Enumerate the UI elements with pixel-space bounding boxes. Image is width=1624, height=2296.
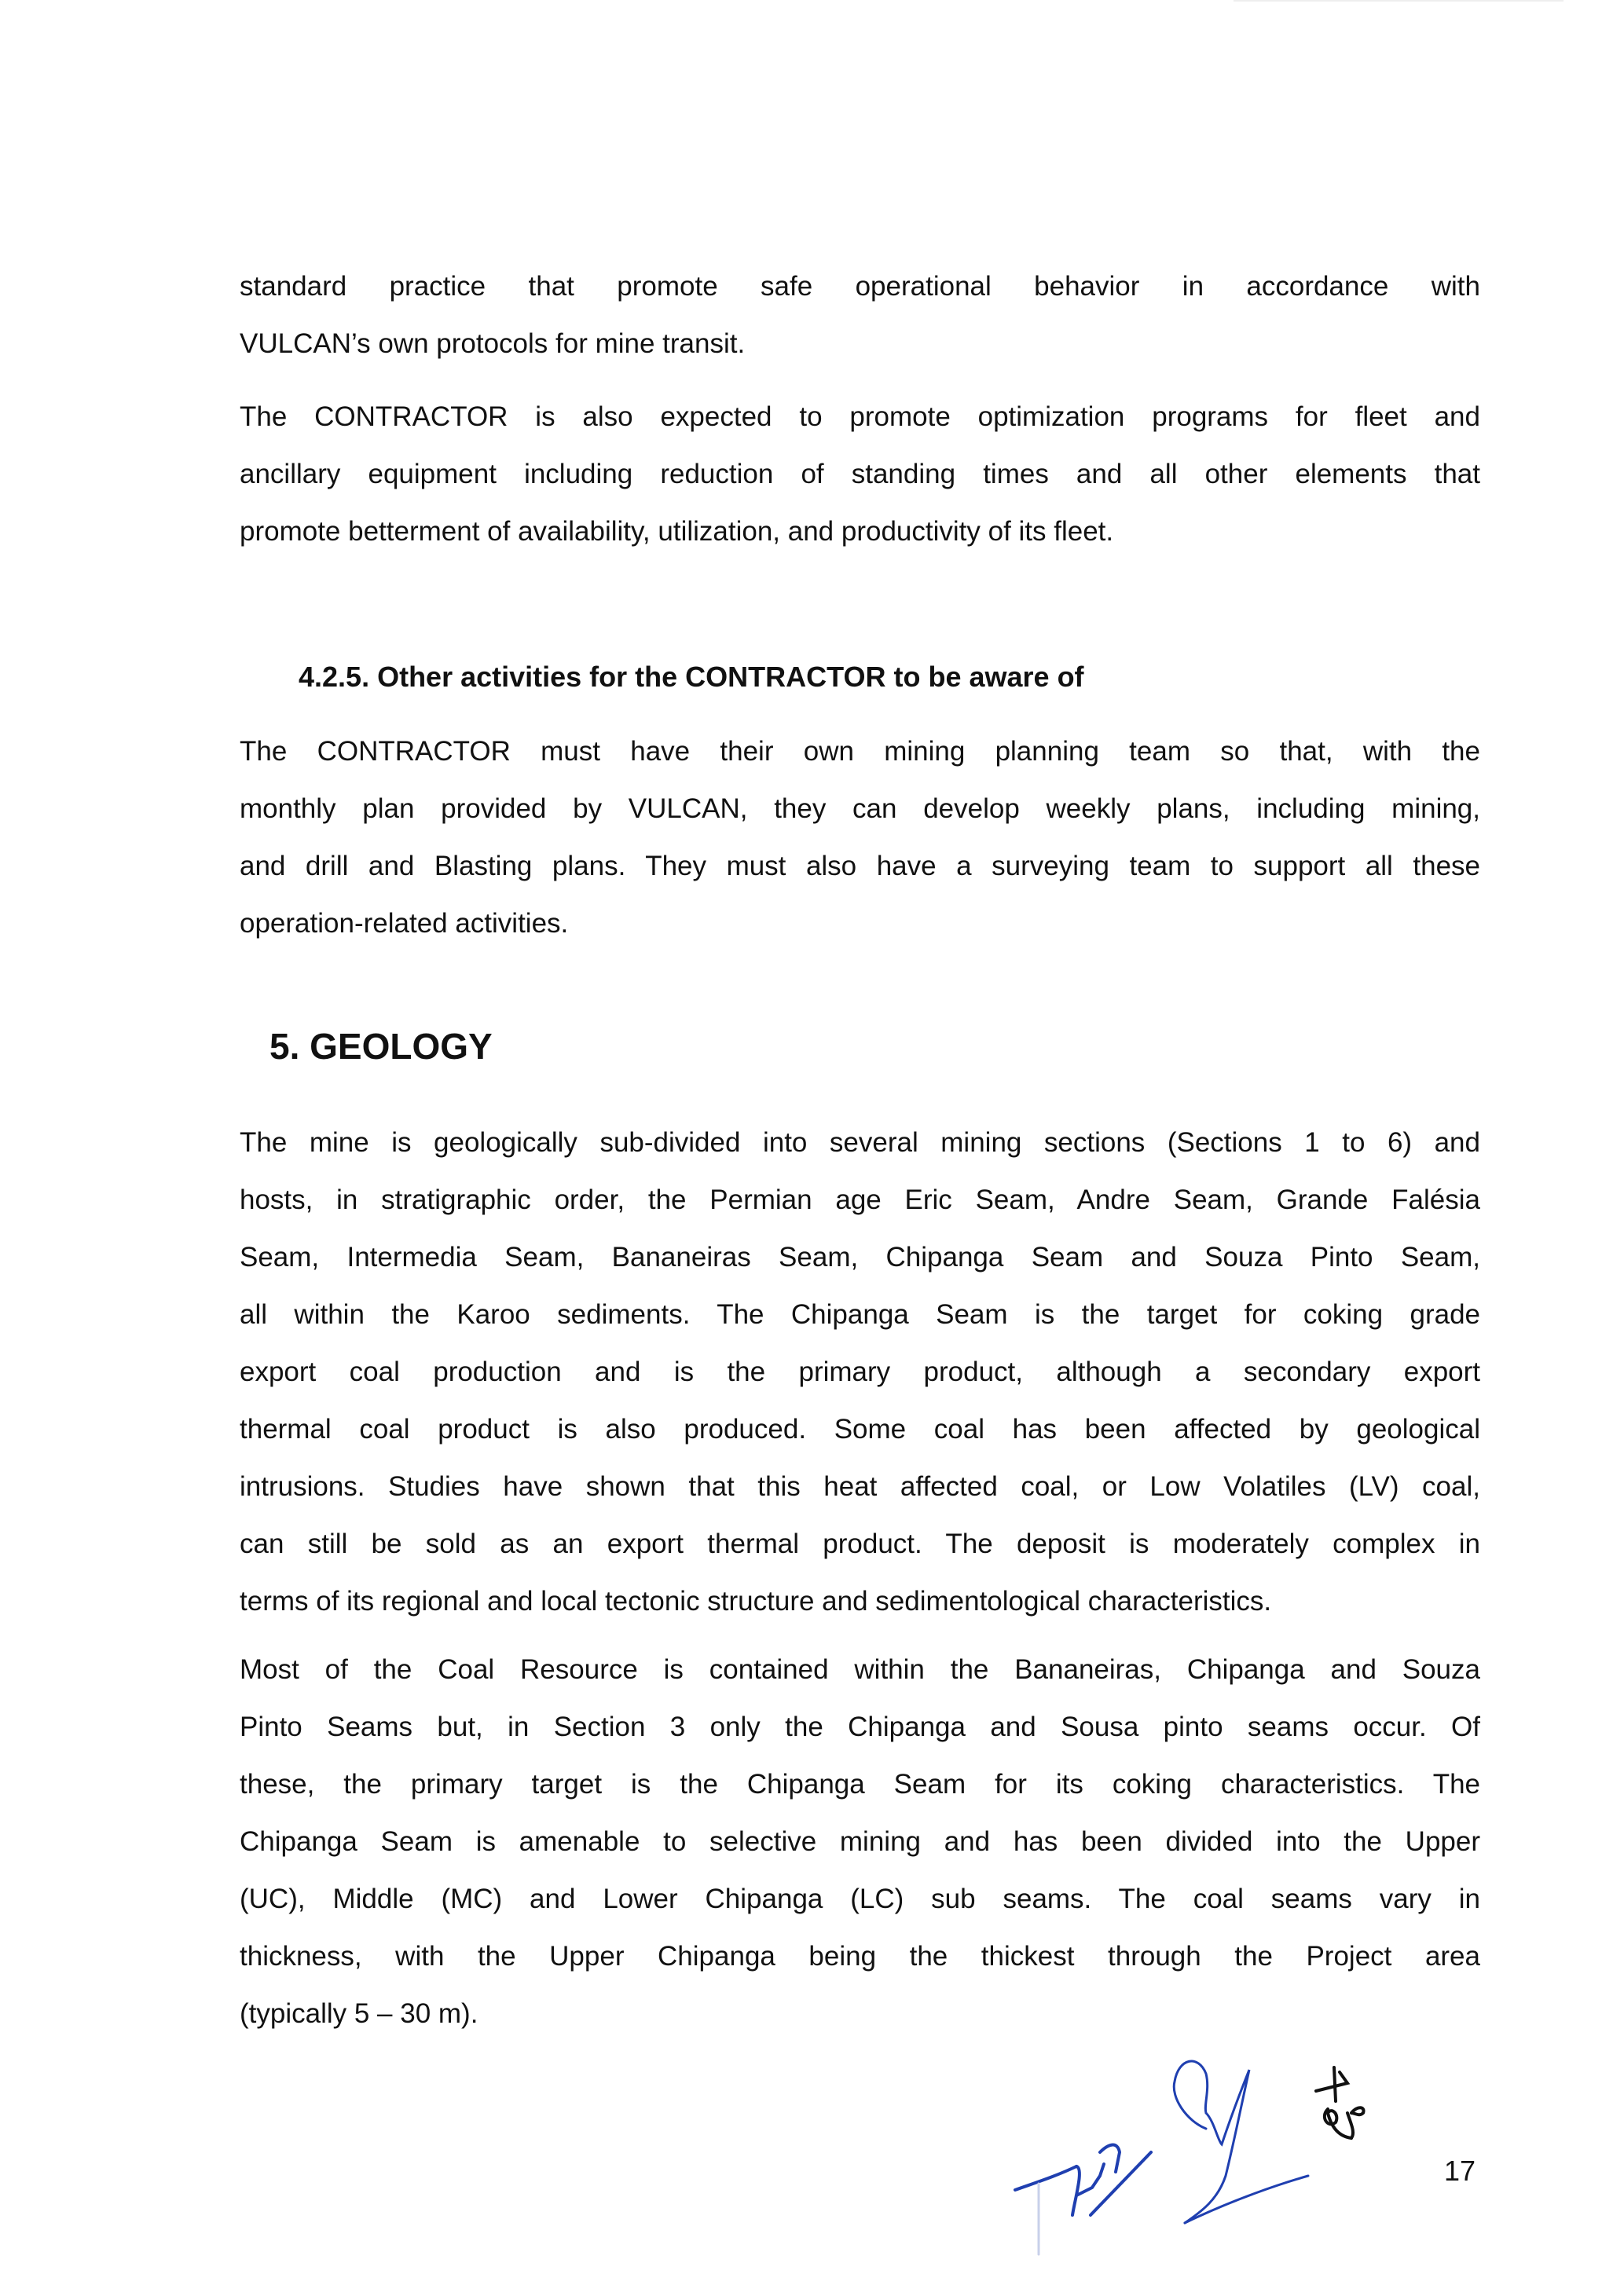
paragraph-transit	[240, 258, 1480, 372]
text-line: these, the primary target is the Chipanga Seam for its coking characteristics. The	[240, 1769, 1480, 1800]
paragraph-coal-resource	[240, 1641, 1480, 2042]
paragraph-planning-team	[240, 723, 1480, 952]
text-line: export coal production and is the primary product, although a secondary export	[240, 1357, 1480, 1387]
text-line: ancillary equipment including reduction of standing times and all other elements that	[240, 459, 1480, 489]
text-line: thickness, with the Upper Chipanga being the thickest through the Project area	[240, 1941, 1480, 1972]
paragraph-geology-overview	[240, 1114, 1480, 1630]
text-line: (typically 5 – 30 m).	[240, 1998, 478, 2029]
text-line: The mine is geologically sub-divided into several mining sections (Sections 1 to 6) and	[240, 1127, 1480, 1158]
text-line: all within the Karoo sediments. The Chipanga Seam is the target for coking grade	[240, 1299, 1480, 1330]
section-heading: 5. GEOLOGY	[269, 1026, 493, 1067]
text-line: Chipanga Seam is amenable to selective mining and has been divided into the Upper	[240, 1826, 1480, 1857]
text-line: hosts, in stratigraphic order, the Permian age Eric Seam, Andre Seam, Grande Falésia	[240, 1185, 1480, 1215]
text-line: and drill and Blasting plans. They must also have a surveying team to support all these	[240, 851, 1480, 881]
signature-right	[1316, 2067, 1364, 2138]
text-line: Pinto Seams but, in Section 3 only the Chipanga and Sousa pinto seams occur. Of	[240, 1712, 1480, 1742]
paragraph-optimization	[240, 388, 1480, 560]
text-line: thermal coal product is also produced. Some coal has been affected by geological	[240, 1414, 1480, 1445]
page-number: 17	[1444, 2155, 1476, 2187]
text-line: intrusions. Studies have shown that this heat affected coal, or Low Volatiles (LV) coal,	[240, 1471, 1480, 1502]
text-line: promote betterment of availability, utilization, and productivity of its fleet.	[240, 516, 1114, 547]
text-line: monthly plan provided by VULCAN, they can develop weekly plans, including mining,	[240, 793, 1480, 824]
signature-left	[1015, 2145, 1151, 2254]
text-line: terms of its regional and local tectonic structure and sedimentological characteristics.	[240, 1586, 1272, 1617]
text-line: (UC), Middle (MC) and Lower Chipanga (LC) sub seams. The coal seams vary in	[240, 1884, 1480, 1914]
text-line: VULCAN’s own protocols for mine transit.	[240, 328, 746, 359]
signature-middle	[1174, 2061, 1308, 2223]
signatures	[982, 2027, 1571, 2278]
scan-edge-mark	[1234, 0, 1564, 2]
text-line: can still be sold as an export thermal product. The deposit is moderately complex in	[240, 1529, 1480, 1559]
text-line: standard practice that promote safe operational behavior in accordance with	[240, 271, 1480, 302]
text-line: Most of the Coal Resource is contained within the Bananeiras, Chipanga and Souza	[240, 1654, 1480, 1685]
text-line: operation-related activities.	[240, 908, 569, 939]
text-line: The CONTRACTOR must have their own mining planning team so that, with the	[240, 736, 1480, 767]
text-line: The CONTRACTOR is also expected to promote optimization programs for fleet and	[240, 401, 1480, 432]
text-line: Seam, Intermedia Seam, Bananeiras Seam, Chipanga Seam and Souza Pinto Seam,	[240, 1242, 1480, 1273]
subsection-heading: 4.2.5. Other activities for the CONTRACTOR to be aware of	[299, 661, 1084, 693]
